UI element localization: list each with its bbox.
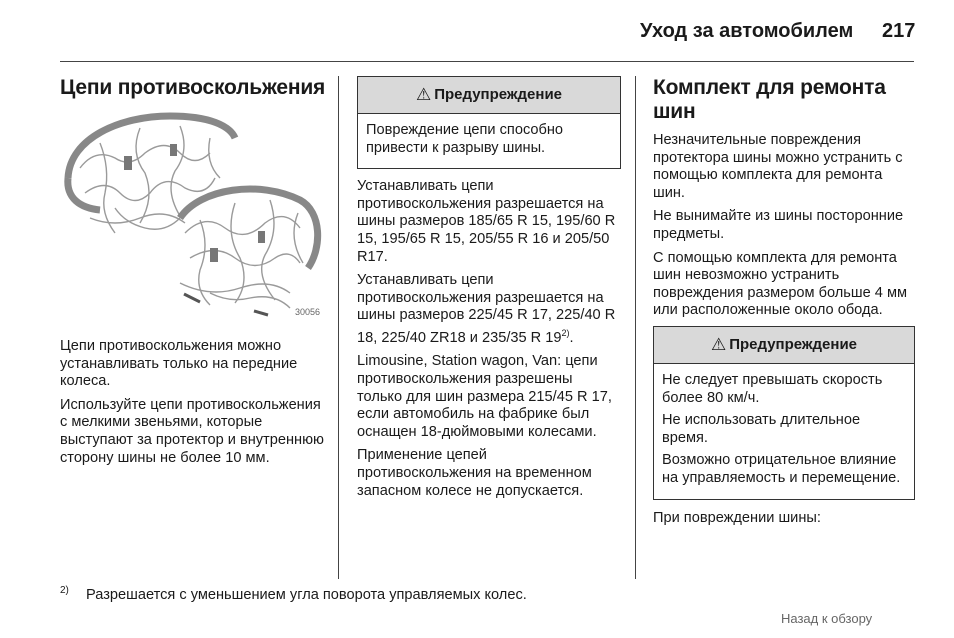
warning-box-repair-kit: [653, 326, 915, 500]
chain-band-front: [180, 189, 318, 268]
warning-body: [654, 364, 914, 499]
paragraph-text: Устанавливать цепи противоскольжения разрешается на шины размеров 225/45 R 17, 225/40 R 18, 225/40 ZR18 и 235/35 R 19: [357, 272, 616, 346]
page-header: [0, 0, 954, 62]
warning-box-chain: [357, 76, 621, 169]
warning-item: Возможно отрицательное влияние на управляемость и перемещение.: [662, 452, 901, 486]
column-chain-sizes: [357, 76, 621, 506]
chain-net-front: [180, 200, 303, 308]
section-title-repair-kit: Комплект для ремонта шин: [653, 76, 886, 123]
paragraph: Не вынимайте из шины посторонние предметы.: [653, 208, 904, 242]
warning-body: [358, 114, 620, 168]
warning-item: Не использовать длительное время.: [662, 412, 861, 446]
paragraph: Устанавливать цепи противоскольжения разрешается на шины размеров 225/45 R 17, 225/40 R 18, 225/40 ZR18 и 235/35 R 19$^{2)}$.: [357, 272, 616, 346]
paragraph: При повреждении шины:: [653, 509, 821, 526]
column-repair-kit: [653, 76, 915, 533]
paragraph: Цепи противоскольжения можно устанавливать только на передние колеса.: [60, 338, 298, 390]
footnote-text: Разрешается с уменьшением угла поворота управляемых колес.: [86, 586, 527, 603]
warning-title: Предупреждение: [729, 336, 858, 354]
section-title-snow-chains: Цепи противоскольжения: [60, 76, 326, 99]
header-divider: [60, 61, 914, 62]
warning-header: [654, 327, 914, 364]
warning-header: [358, 77, 620, 114]
paragraph: Устанавливать цепи противоскольжения разрешается на шины размеров 185/65 R 15, 195/60 R 15, 195/65 R 15, 205/55 R 16 и 205/50 R17.: [357, 178, 616, 265]
chain-hook-front: [258, 231, 265, 243]
snow-chains-drawing: [60, 108, 322, 320]
warning-item: Не следует превышать скорость более 80 км/ч.: [662, 371, 883, 406]
back-to-overview-link[interactable]: Назад к обзору: [781, 611, 873, 626]
paragraph: Применение цепей противоскольжения на временном запасном колесе не допускается.: [357, 447, 592, 499]
column-snow-chains: [60, 76, 328, 473]
chain-band-back-end: [68, 178, 100, 210]
chain-band-back: [68, 116, 235, 178]
chain-tensioner-back: [124, 156, 132, 170]
chain-end-link-1: [184, 294, 200, 302]
page-number: 217: [882, 20, 916, 42]
paragraph: Используйте цепи противоскольжения с мелкими звеньями, которые выступают за протектор и внутреннюю сторону шины не более 10 мм.: [60, 396, 324, 466]
paragraph: Limousine, Station wagon, Van: цепи противоскольжения разрешены только для шин размера 215/45 R 17, если автомобиль на фабрике был оснащен 18-дюймовыми колесами.: [357, 353, 612, 440]
figure-number: 30056: [294, 307, 320, 317]
chain-net-back: [80, 126, 220, 233]
paragraph: С помощью комплекта для ремонта шин невозможно устранить повреждения размером больше 4 мм или расположенные около обода.: [653, 249, 908, 319]
header-title: Уход за автомобилем: [640, 20, 854, 42]
chain-end-link-2: [254, 311, 268, 315]
footnote: [60, 585, 527, 603]
snow-chains-illustration: [60, 108, 322, 320]
footnote-reference: 2): [561, 327, 570, 338]
warning-triangle-icon: ⚠: [710, 335, 727, 355]
chain-hook-back: [170, 144, 177, 156]
warning-triangle-icon: ⚠: [415, 85, 432, 105]
column-divider-1: [338, 76, 339, 579]
chain-tensioner-front: [210, 248, 218, 262]
warning-text: Повреждение цепи способно привести к разрыву шины.: [366, 122, 564, 156]
paragraph: Незначительные повреждения протектора шины можно устранить с помощью комплекта для ремонта шин.: [653, 132, 903, 201]
footnote-mark: 2): [60, 585, 69, 596]
column-divider-2: [635, 76, 636, 579]
warning-title: Предупреждение: [434, 86, 563, 104]
